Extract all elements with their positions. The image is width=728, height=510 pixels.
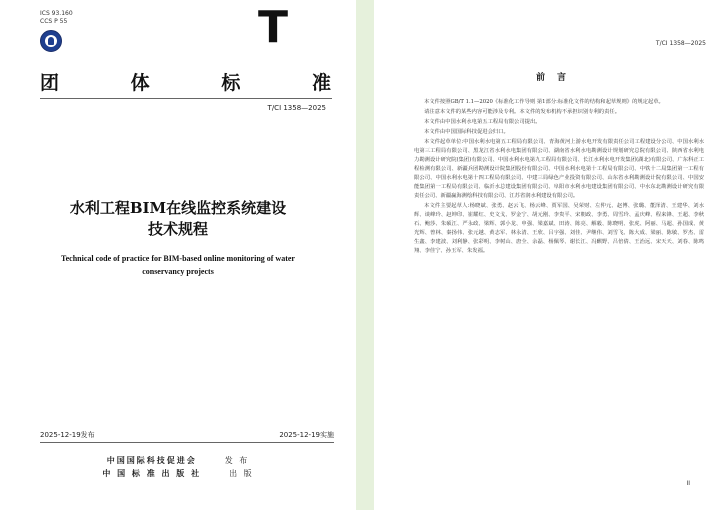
header-standard-number: T/CI 1358—2025	[655, 40, 706, 47]
paragraph: 请注意本文件的某些内容可能涉及专利。本文件的发布机构不承担识别专利的责任。	[424, 109, 620, 115]
ccs-code: CCS P 55	[40, 18, 68, 25]
foreword-body	[414, 98, 704, 257]
type-char: 体	[130, 72, 151, 94]
organization-logo-icon	[40, 30, 62, 52]
page-number: II	[686, 480, 690, 487]
press-action: 出 版	[229, 469, 254, 478]
english-title	[28, 252, 328, 278]
publisher-line-2	[0, 468, 356, 479]
implement-date: 2025-12-19实施	[279, 431, 334, 439]
paragraph: 本文件主要起草人:杨晓斌、张勇、赵云飞、杨云峰、贾军国、吴荣财、左仲元、赵博、张璐、董泽清、王建华、刘水辉、谈峰玲、赵坤印、崔耀红、史文戈、罗金宁、胡元刚、李贵平、宋朝政、李勇、周雪玲、孟庆峰、程来锋、王超、李秋石、鲍莎、朱硕江、严永政、梁辉、郭小龙、申强、梁嘉斌、田涛、陈亮、解毅、陈晓明、张虎、阿丽、马超、孙国成、黄光辉、曾林、秦扬伟、张元越、黄志军、林永清、王欣、吕宇强、刘佳、尹继伟、刘雪飞、陈大成、梁丽、陈敏、罗杰、雷生鑫、李建波、刘利静、张彩明、李树山、唐全、余磊、杨佩琴、谢长江、冯麒野、吕倍倩、王治远、宋天天、刘春、陈鸣翔、李佳宁、孙玉军、朱发福。	[414, 203, 704, 254]
classification-codes	[40, 10, 73, 26]
paragraph: 本文件按照GB/T 1.1—2020《标准化工作导则 第1部分:标准化文件的结构和起草规则》的规定起草。	[424, 99, 664, 105]
publisher-action: 发 布	[224, 456, 250, 465]
ics-code: ICS 93.160	[40, 10, 73, 17]
paragraph: 本文件由中国水利水电第五工程局有限公司提出。	[424, 119, 541, 125]
paragraph: 本文件由中国国际科技促进会归口。	[424, 129, 509, 135]
top-divider	[40, 98, 332, 99]
page-gutter	[356, 0, 374, 510]
standard-type-heading	[40, 68, 332, 95]
paragraph: 本文件起草单位:中国水利水电第五工程局有限公司、青海黄河上游水电开发有限责任公司工程建设分公司、中国水利水电第三工程局有限公司、黑龙江省水利水电集团有限公司、湖南省水利水电勘测设计规划研究总院有限公司、陕西省水利电力勘测设计研究院(集团)有限公司、中国水利水电第九工程局有限公司、长江水利水电开发集团(湖北)有限公司、广东科正工程检测有限公司、新疆兵团勘测设计院集团股份有限公司、中国水利水电第十工程局有限公司、中铁十二局集团第一工程有限公司、中国水利水电第十四工程局有限公司、中建三局绿色产业投资有限公司、山东省水利勘测设计院有限公司、中国安能集团第一工程局有限公司、临沂水总建设集团有限公司、阜阳市水利水电建设集团有限公司、中水东北勘测设计研究有限责任公司、新疆赢海测绘科技有限公司、江苏省润水利建设有限公司。	[414, 139, 704, 199]
bottom-divider	[40, 442, 334, 443]
publisher-name: 中国国际科技促进会	[106, 456, 197, 465]
english-title-line-1: Technical code of practice for BIM-based online monitoring of water	[61, 254, 295, 263]
cover-page	[0, 0, 356, 510]
type-char: 准	[311, 72, 332, 94]
chinese-title-line-2: 技术规程	[147, 220, 208, 238]
publish-date: 2025-12-19发布	[40, 431, 95, 439]
standard-type-letter: T	[258, 2, 289, 53]
foreword-title: 前言	[535, 73, 578, 83]
standard-number: T/CI 1358—2025	[267, 104, 326, 112]
publisher-line-1	[0, 455, 356, 466]
type-char: 团	[40, 72, 61, 94]
chinese-title-line-1: 水利工程BIM在线监控系统建设	[69, 199, 287, 217]
type-char: 标	[221, 72, 242, 94]
foreword-page	[374, 0, 728, 510]
english-title-line-2: conservancy projects	[142, 267, 214, 276]
press-name: 中 国 标 准 出 版 社	[102, 469, 202, 478]
